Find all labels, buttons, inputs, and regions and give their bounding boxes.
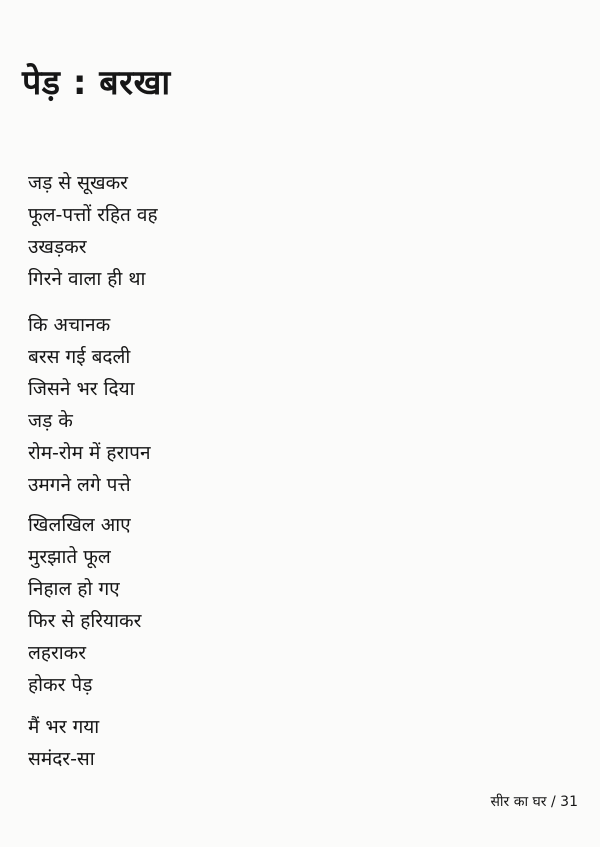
stanza-2 — [28, 309, 151, 501]
poem-line: लहराकर — [28, 642, 87, 664]
poem-line: खिलखिल आए — [28, 514, 131, 536]
poem-line: उमगने लगे पत्ते — [28, 474, 131, 496]
poem-line: फूल-पत्तों रहित वह — [28, 204, 158, 226]
poem-line: मैं भर गया — [28, 716, 100, 738]
stanza-1 — [28, 167, 158, 295]
poem-line: जिसने भर दिया — [28, 378, 135, 400]
stanza-3 — [28, 509, 141, 701]
poem-line: मुरझाते फूल — [28, 546, 111, 568]
poem-line: निहाल हो गए — [28, 578, 120, 600]
page-footer — [490, 792, 578, 811]
poem-title: पेड़ : बरखा — [22, 63, 171, 103]
poem-line: समंदर-सा — [28, 748, 95, 770]
poem-line: उखड़कर — [28, 236, 87, 258]
poem-line: कि अचानक — [28, 314, 111, 336]
poem-line: रोम-रोम में हरापन — [28, 442, 151, 464]
poem-line: फिर से हरियाकर — [28, 610, 142, 632]
poem-line: होकर पेड़ — [28, 674, 93, 696]
stanza-4 — [28, 711, 99, 775]
poem-line: जड़ के — [28, 410, 73, 432]
poem-line: बरस गई बदली — [28, 346, 131, 368]
poem-line: गिरने वाला ही था — [28, 268, 146, 290]
footer-separator: / — [551, 794, 561, 810]
page-number: 31 — [560, 794, 578, 810]
poem-line: जड़ से सूखकर — [28, 172, 128, 194]
book-title: सीर का घर — [490, 794, 547, 810]
